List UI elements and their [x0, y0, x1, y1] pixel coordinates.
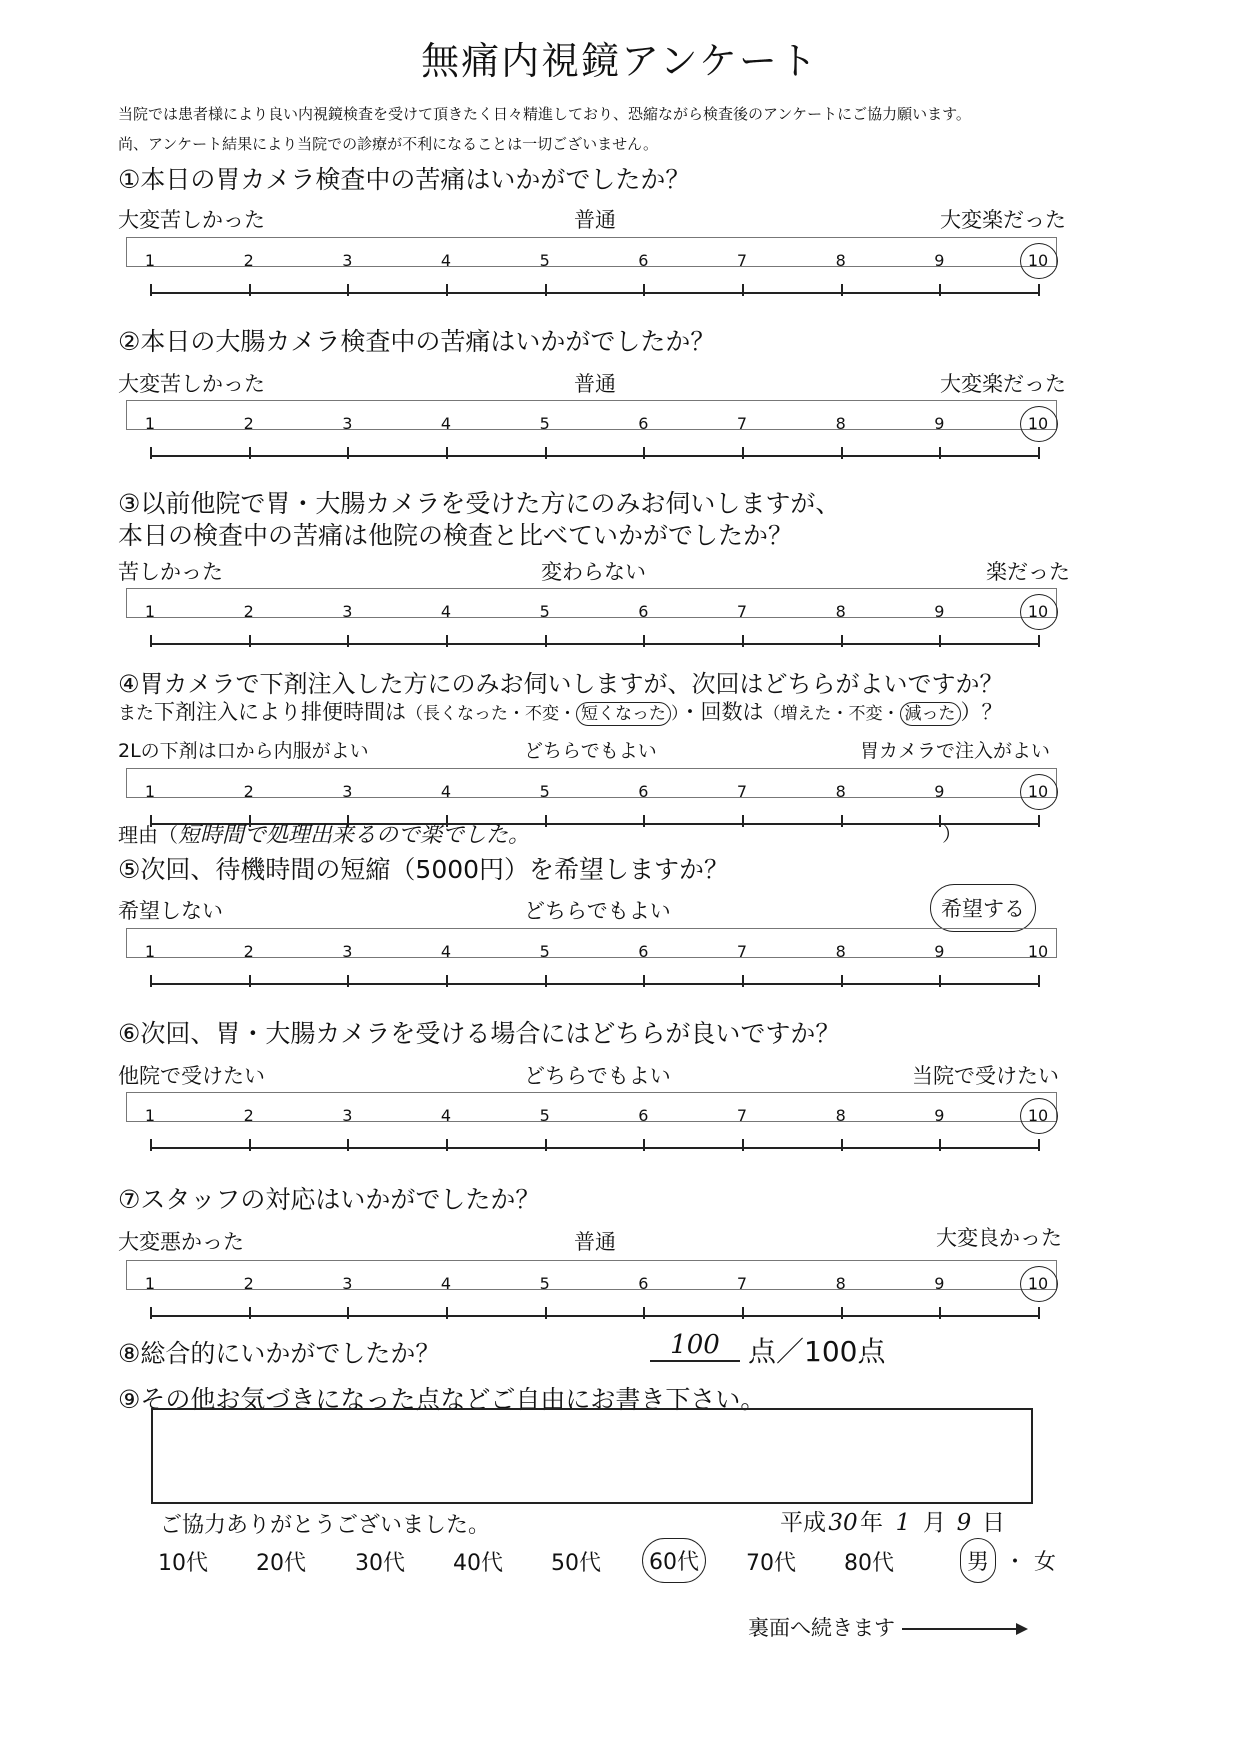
- scale-number-10[interactable]: 10: [1027, 602, 1049, 621]
- scale-number-1[interactable]: 1: [144, 251, 156, 270]
- reason-handwriting: 短時間で処理出来るので楽でした。: [178, 823, 531, 848]
- reason-close: ）: [942, 822, 962, 846]
- selected-answer-circle: [1020, 594, 1058, 630]
- gender-options: [960, 1538, 1056, 1583]
- scale-tick: [150, 1307, 152, 1319]
- scale-number-3[interactable]: 3: [342, 782, 353, 801]
- scale-box: [126, 928, 1045, 958]
- scale-number-4[interactable]: 4: [440, 602, 452, 621]
- score-suffix: 点／100点: [748, 1335, 886, 1368]
- age-option-30s[interactable]: 30代: [355, 1551, 405, 1576]
- scale-axis: [150, 1147, 1038, 1149]
- scale-number-2[interactable]: 2: [243, 602, 254, 621]
- scale-axis: [150, 292, 1038, 294]
- scale-number-8[interactable]: 8: [835, 942, 846, 961]
- scale-number-7[interactable]: 7: [736, 414, 748, 433]
- scale-number-1[interactable]: 1: [144, 602, 156, 621]
- scale-axis: [150, 455, 1038, 457]
- selected-answer-circle: [1020, 1098, 1058, 1134]
- q6-mid-label: どちらでもよい: [524, 1064, 671, 1088]
- scale-number-6[interactable]: 6: [638, 251, 649, 270]
- scale-tick: [347, 447, 349, 459]
- scale-number-9[interactable]: 9: [934, 782, 945, 801]
- date-day: 9: [956, 1510, 972, 1536]
- scale-tick: [545, 815, 547, 827]
- scale-number-3[interactable]: 3: [342, 251, 353, 270]
- scale-tick: [742, 975, 744, 987]
- q2-right-label: 大変楽だった: [940, 372, 1066, 396]
- question-3: ③以前他院で胃・大腸カメラを受けた方にのみお伺いしますが、: [118, 489, 841, 518]
- age-option-20s[interactable]: 20代: [256, 1551, 306, 1576]
- q4-sub-a: 下剤注入により排便時間は: [154, 700, 406, 724]
- scale-number-8[interactable]: 8: [835, 782, 846, 801]
- scale-tick: [446, 1307, 448, 1319]
- scale-number-4[interactable]: 4: [440, 414, 452, 433]
- scale-number-4[interactable]: 4: [440, 251, 452, 270]
- date-year: 30: [828, 1510, 858, 1536]
- scale-number-7[interactable]: 7: [736, 1274, 748, 1293]
- scale-tick: [742, 447, 744, 459]
- q5-scale[interactable]: [120, 928, 1050, 1013]
- q4-mid-label: どちらでもよい: [524, 740, 657, 762]
- scale-number-7[interactable]: 7: [736, 782, 748, 801]
- q4-sub-opt2-selected[interactable]: 減った: [900, 702, 961, 726]
- scale-number-9[interactable]: 9: [934, 1274, 945, 1293]
- scale-tick: [150, 635, 152, 647]
- scale-tick: [643, 815, 645, 827]
- scale-tick: [841, 1307, 843, 1319]
- age-option-10s[interactable]: 10代: [158, 1551, 208, 1576]
- scale-number-1[interactable]: 1: [144, 1106, 156, 1125]
- scale-tick: [841, 447, 843, 459]
- scale-tick: [545, 975, 547, 987]
- scale-tick: [545, 284, 547, 296]
- q2-left-label: 大変苦しかった: [118, 372, 265, 396]
- scale-tick: [1038, 635, 1040, 647]
- scale-number-6[interactable]: 6: [638, 942, 649, 961]
- q4-sub-opt1-selected[interactable]: 短くなった: [576, 702, 671, 726]
- date-month: 1: [895, 1510, 911, 1536]
- scale-number-6[interactable]: 6: [638, 414, 649, 433]
- arrow-right-icon: [902, 1621, 1030, 1637]
- page-title: 無痛内視鏡アンケート: [421, 39, 819, 83]
- date-day-unit: 日: [982, 1510, 1005, 1536]
- scale-number-10[interactable]: 10: [1027, 414, 1049, 433]
- scale-number-9[interactable]: 9: [934, 251, 945, 270]
- question-8: ⑧総合的にいかがでしたか？: [118, 1339, 441, 1368]
- scale-tick: [841, 635, 843, 647]
- scale-tick: [347, 1139, 349, 1151]
- q7-left-label: 大変悪かった: [118, 1230, 244, 1254]
- age-option-40s[interactable]: 40代: [453, 1551, 503, 1576]
- scale-tick: [643, 447, 645, 459]
- scale-tick: [841, 284, 843, 296]
- scale-number-9[interactable]: 9: [934, 602, 945, 621]
- scale-box: [126, 237, 1045, 267]
- scale-tick: [939, 635, 941, 647]
- selected-answer-circle: [1020, 406, 1058, 442]
- scale-number-5[interactable]: 5: [539, 782, 550, 801]
- q7-right-label: 大変良かった: [936, 1226, 1062, 1250]
- scale-axis: [150, 983, 1038, 985]
- q1-scale[interactable]: [120, 237, 1050, 322]
- scale-tick: [939, 1307, 941, 1319]
- q4-sub-prefix: また: [118, 703, 154, 724]
- scale-number-7[interactable]: 7: [736, 602, 748, 621]
- scale-tick: [643, 284, 645, 296]
- thanks-text: ご協力ありがとうございました。: [160, 1513, 491, 1538]
- scale-box: [126, 588, 1045, 618]
- scale-tick: [1038, 975, 1040, 987]
- scale-number-8[interactable]: 8: [835, 1274, 846, 1293]
- q6-right-label: 当院で受けたい: [912, 1064, 1059, 1088]
- scale-number-10[interactable]: 10: [1027, 782, 1049, 801]
- total-score-input[interactable]: 100: [650, 1330, 740, 1362]
- scale-tick: [446, 635, 448, 647]
- q6-left-label: 他院で受けたい: [118, 1064, 265, 1088]
- scale-number-4[interactable]: 4: [440, 782, 452, 801]
- gender-male[interactable]: 男: [960, 1538, 996, 1583]
- scale-number-2[interactable]: 2: [243, 782, 254, 801]
- scale-number-10[interactable]: 10: [1027, 1274, 1049, 1293]
- intro-line-2: 尚、アンケート結果により当院での診療が不利になることは一切ございません。: [118, 135, 659, 153]
- scale-number-10[interactable]: 10: [1027, 1106, 1049, 1125]
- date-month-unit: 月: [923, 1510, 946, 1536]
- age-option-80s[interactable]: 80代: [844, 1551, 894, 1576]
- scale-tick: [347, 1307, 349, 1319]
- scale-number-1[interactable]: 1: [144, 942, 156, 961]
- q1-left-label: 大変苦しかった: [118, 208, 265, 232]
- q4-sub-close2: ）？: [960, 700, 1003, 724]
- scale-tick: [249, 284, 251, 296]
- scale-tick: [841, 815, 843, 827]
- scale-box: [126, 400, 1045, 430]
- scale-tick: [347, 284, 349, 296]
- selected-answer-circle: [1020, 774, 1058, 810]
- scale-tick: [841, 975, 843, 987]
- scale-tick: [545, 447, 547, 459]
- scale-number-7[interactable]: 7: [736, 251, 748, 270]
- q4-subquestion: [118, 696, 1003, 726]
- scale-tick: [150, 284, 152, 296]
- q3-mid-label: 変わらない: [541, 560, 646, 584]
- scale-axis: [150, 1315, 1038, 1317]
- scale-number-3[interactable]: 3: [342, 942, 353, 961]
- scale-tick: [643, 975, 645, 987]
- date-field[interactable]: [780, 1504, 1005, 1537]
- scale-tick: [446, 284, 448, 296]
- scale-number-2[interactable]: 2: [243, 942, 254, 961]
- continue-note: [748, 1612, 1030, 1642]
- scale-tick: [446, 975, 448, 987]
- q1-right-label: 大変楽だった: [940, 208, 1066, 232]
- scale-tick: [742, 815, 744, 827]
- scale-tick: [643, 635, 645, 647]
- scale-number-1[interactable]: 1: [144, 414, 156, 433]
- scale-number-4[interactable]: 4: [440, 1106, 452, 1125]
- q4-sub-close1: ）: [671, 704, 680, 724]
- date-year-unit: 年: [860, 1510, 883, 1536]
- q4-reason[interactable]: [118, 818, 530, 849]
- scale-tick: [249, 447, 251, 459]
- gender-female[interactable]: 女: [1034, 1550, 1057, 1575]
- date-era: 平成: [780, 1510, 826, 1536]
- scale-tick: [545, 1139, 547, 1151]
- scale-number-3[interactable]: 3: [342, 1106, 353, 1125]
- scale-number-5[interactable]: 5: [539, 1106, 550, 1125]
- q3-left-label: 苦しかった: [118, 560, 223, 584]
- question-1: ①本日の胃カメラ検査中の苦痛はいかがでしたか？: [118, 165, 691, 194]
- scale-number-2[interactable]: 2: [243, 251, 254, 270]
- q5-mid-label: どちらでもよい: [524, 899, 671, 923]
- scale-tick: [249, 1139, 251, 1151]
- scale-tick: [347, 975, 349, 987]
- scale-number-2[interactable]: 2: [243, 414, 254, 433]
- scale-tick: [1038, 447, 1040, 459]
- q6-scale[interactable]: [120, 1092, 1050, 1177]
- scale-number-8[interactable]: 8: [835, 251, 846, 270]
- scale-tick: [939, 284, 941, 296]
- scale-number-1[interactable]: 1: [144, 782, 156, 801]
- scale-number-4[interactable]: 4: [440, 1274, 452, 1293]
- scale-number-5[interactable]: 5: [539, 414, 550, 433]
- scale-tick: [643, 1307, 645, 1319]
- question-2: ②本日の大腸カメラ検査中の苦痛はいかがでしたか？: [118, 327, 716, 356]
- scale-tick: [446, 1139, 448, 1151]
- continue-text: 裏面へ続きます: [748, 1616, 895, 1640]
- q4-sub-opts1: （長くなった・不変・: [406, 704, 576, 724]
- q7-scale[interactable]: [120, 1260, 1050, 1345]
- reason-label: 理由（: [118, 823, 178, 847]
- question-5: ⑤次回、待機時間の短縮（5000円）を希望しますか？: [118, 855, 730, 884]
- scale-number-6[interactable]: 6: [638, 602, 649, 621]
- scale-number-5[interactable]: 5: [539, 1274, 550, 1293]
- question-6: ⑥次回、胃・大腸カメラを受ける場合にはどちらが良いですか？: [118, 1019, 841, 1048]
- scale-number-1[interactable]: 1: [144, 1274, 156, 1293]
- scale-tick: [150, 975, 152, 987]
- question-3-line-2: 本日の検査中の苦痛は他院の検査と比べていかがでしたか？: [118, 521, 794, 550]
- scale-tick: [446, 447, 448, 459]
- scale-number-5[interactable]: 5: [539, 251, 550, 270]
- scale-number-6[interactable]: 6: [638, 1106, 649, 1125]
- scale-tick: [347, 635, 349, 647]
- scale-number-5[interactable]: 5: [539, 602, 550, 621]
- q2-mid-label: 普通: [574, 372, 616, 396]
- scale-tick: [742, 1139, 744, 1151]
- scale-tick: [1038, 284, 1040, 296]
- q1-mid-label: 普通: [574, 208, 616, 232]
- scale-number-3[interactable]: 3: [342, 414, 353, 433]
- scale-number-3[interactable]: 3: [342, 1274, 353, 1293]
- scale-tick: [939, 975, 941, 987]
- scale-box: [126, 1092, 1045, 1122]
- scale-tick: [1038, 1307, 1040, 1319]
- q4-sub-opts2: （増えた・不変・: [763, 704, 900, 724]
- scale-box: [126, 1260, 1045, 1290]
- scale-tick: [1038, 815, 1040, 827]
- q2-scale[interactable]: [120, 400, 1050, 485]
- q5-right-label[interactable]: 希望する: [930, 884, 1036, 932]
- scale-number-2[interactable]: 2: [243, 1274, 254, 1293]
- intro-line-1: 当院では患者様により良い内視鏡検査を受けて頂きたく日々精進しており、恐縮ながら検査後のアンケートにご協力願います。: [118, 105, 971, 123]
- age-option-70s[interactable]: 70代: [746, 1551, 796, 1576]
- scale-tick: [1038, 1139, 1040, 1151]
- scale-axis: [150, 643, 1038, 645]
- scale-number-7[interactable]: 7: [736, 942, 748, 961]
- scale-number-8[interactable]: 8: [835, 1106, 846, 1125]
- scale-number-6[interactable]: 6: [638, 1274, 649, 1293]
- selected-answer-circle: [1020, 243, 1058, 279]
- scale-number-9[interactable]: 9: [934, 414, 945, 433]
- scale-number-3[interactable]: 3: [342, 602, 353, 621]
- q3-scale[interactable]: [120, 588, 1050, 673]
- question-9: ⑨その他お気づきになった点などご自由にお書き下さい。: [118, 1385, 766, 1414]
- q3-right-label: 楽だった: [986, 560, 1070, 584]
- scale-tick: [249, 975, 251, 987]
- age-option-60s[interactable]: 60代: [642, 1538, 706, 1583]
- scale-number-10[interactable]: 10: [1027, 942, 1049, 961]
- scale-number-7[interactable]: 7: [736, 1106, 748, 1125]
- age-option-50s[interactable]: 50代: [551, 1551, 601, 1576]
- scale-tick: [150, 447, 152, 459]
- scale-number-10[interactable]: 10: [1027, 251, 1049, 270]
- scale-tick: [939, 447, 941, 459]
- free-comment-box[interactable]: [151, 1408, 1033, 1504]
- scale-tick: [939, 1139, 941, 1151]
- q4-right-label: 胃カメラで注入がよい: [860, 740, 1051, 762]
- scale-number-4[interactable]: 4: [440, 942, 452, 961]
- scale-number-6[interactable]: 6: [638, 782, 649, 801]
- gender-separator: ・: [1004, 1550, 1027, 1575]
- q5-left-label: 希望しない: [118, 899, 223, 923]
- scale-tick: [742, 284, 744, 296]
- scale-tick: [249, 635, 251, 647]
- scale-tick: [742, 1307, 744, 1319]
- scale-tick: [545, 635, 547, 647]
- q4-left-label: 2Lの下剤は口から内服がよい: [118, 740, 369, 762]
- scale-box: [126, 768, 1045, 798]
- scale-number-9[interactable]: 9: [934, 942, 945, 961]
- scale-tick: [841, 1139, 843, 1151]
- scale-number-8[interactable]: 8: [835, 414, 846, 433]
- scale-tick: [545, 1307, 547, 1319]
- scale-number-5[interactable]: 5: [539, 942, 550, 961]
- scale-number-8[interactable]: 8: [835, 602, 846, 621]
- question-4: ④胃カメラで下剤注入した方にのみお伺いしますが、次回はどちらがよいですか？: [118, 670, 1004, 698]
- question-7: ⑦スタッフの対応はいかがでしたか？: [118, 1185, 541, 1214]
- q4-sub-b: ・回数は: [679, 700, 764, 724]
- scale-tick: [643, 1139, 645, 1151]
- scale-number-9[interactable]: 9: [934, 1106, 945, 1125]
- q7-mid-label: 普通: [574, 1230, 616, 1254]
- scale-number-2[interactable]: 2: [243, 1106, 254, 1125]
- scale-tick: [742, 635, 744, 647]
- scale-tick: [150, 1139, 152, 1151]
- scale-tick: [249, 1307, 251, 1319]
- selected-answer-circle: [1020, 1266, 1058, 1302]
